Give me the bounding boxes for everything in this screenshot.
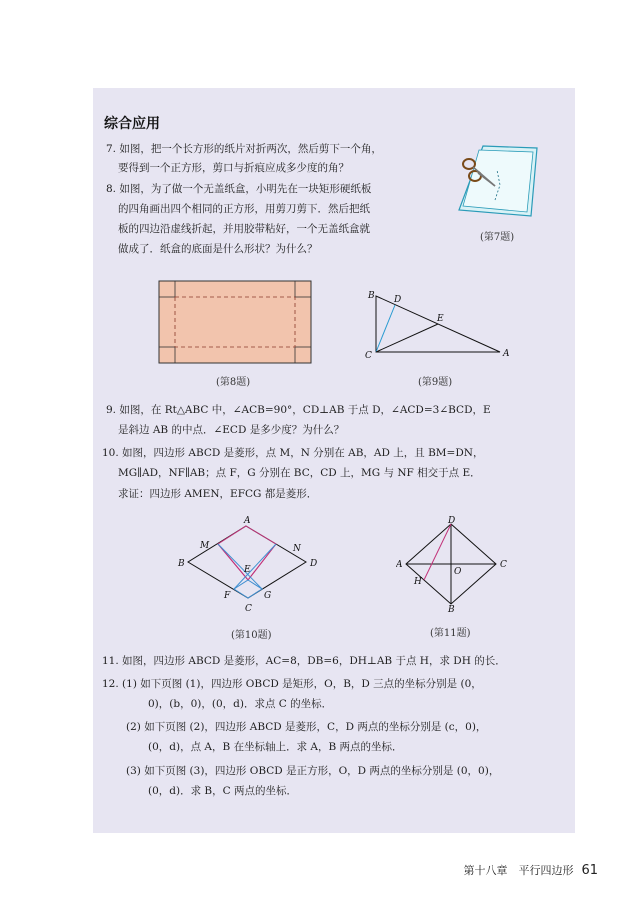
fig11-label-B: B: [448, 605, 455, 612]
figure-11-rhombus: [396, 516, 518, 612]
figure-10-caption: (第10题): [231, 630, 272, 641]
problem-11-line-1: 11. 如图，四边形 ABCD 是菱形，AC=8，DB=6，DH⊥AB 于点 H，求 DH 的长．: [102, 655, 506, 667]
fig10-label-A: A: [244, 516, 251, 526]
section-heading: 综合应用: [104, 116, 160, 132]
problem-12-line-6: (0，d)．求 B，C 两点的坐标．: [148, 785, 298, 797]
fig10-label-G: G: [264, 591, 272, 601]
fig10-label-N: N: [293, 544, 301, 554]
fig9-label-A: A: [503, 349, 510, 359]
problem-12-line-5: (3) 如下页图 (3)，四边形 OBCD 是正方形，O，D 两点的坐标分别是 (0，0)，: [126, 765, 500, 777]
page-number: 61: [581, 863, 598, 878]
problem-8-line-1: 8. 如图，为了做一个无盖纸盒，小明先在一块矩形硬纸板: [106, 183, 372, 195]
figure-10-rhombus: [176, 516, 326, 616]
fig11-label-C: C: [500, 560, 507, 570]
fig10-label-F: F: [224, 591, 231, 601]
fig10-label-D: D: [310, 559, 318, 569]
figure-8-cardboard: [158, 280, 312, 364]
fig9-label-B: B: [368, 291, 375, 301]
fig10-label-M: M: [200, 541, 210, 551]
fig9-label-C: C: [365, 351, 372, 361]
problem-8-line-2: 的四角画出四个相同的正方形，用剪刀剪下．然后把纸: [118, 203, 370, 215]
page-footer: [463, 862, 598, 878]
problem-12-line-4: (0，d)，点 A，B 在坐标轴上．求 A，B 两点的坐标．: [148, 741, 403, 753]
fig9-label-D: D: [394, 295, 402, 305]
figure-9-right-triangle: [362, 288, 522, 368]
problem-9-line-1: 9. 如图，在 Rt△ABC 中，∠ACB=90°，CD⊥AB 于点 D，∠ACD=3∠BCD，E: [106, 404, 491, 416]
problem-12-line-2: 0)，(b，0)，(0，d)．求点 C 的坐标．: [148, 698, 333, 710]
problem-7-line-2: 要得到一个正方形，剪口与折痕应成多少度的角？: [118, 162, 349, 174]
problem-12-line-1: 12. (1) 如下页图 (1)，四边形 OBCD 是矩形，O，B，D 三点的坐标分别是 (0，: [102, 678, 482, 690]
figure-11-caption: (第11题): [430, 628, 471, 639]
fig10-label-B: B: [178, 559, 185, 569]
figure-7-folded-paper: [455, 140, 555, 225]
problem-8-line-4: 做成了．纸盒的底面是什么形状？为什么？: [118, 243, 318, 255]
problem-7-line-1: 7. 如图，把一个长方形的纸片对折两次，然后剪下一个角，: [106, 143, 382, 155]
figure-7-caption: (第7题): [480, 232, 515, 243]
fig10-label-C: C: [245, 604, 252, 614]
fig11-label-A: A: [396, 560, 403, 570]
figure-8-caption: (第8题): [216, 377, 251, 388]
problem-10-line-1: 10. 如图，四边形 ABCD 是菱形，点 M，N 分别在 AB，AD 上，且 BM=DN，: [102, 447, 484, 459]
problem-8-line-3: 板的四边沿虚线折起，并用胶带粘好，一个无盖纸盒就: [118, 223, 370, 235]
problem-9-line-2: 是斜边 AB 的中点．∠ECD 是多少度？为什么？: [118, 424, 345, 436]
fig11-label-H: H: [414, 577, 422, 587]
problem-12-line-3: (2) 如下页图 (2)，四边形 ABCD 是菱形，C，D 两点的坐标分别是 (c，0)，: [126, 721, 487, 733]
fig11-label-D: D: [448, 516, 456, 526]
fig11-label-O: O: [454, 567, 462, 577]
problem-10-line-3: 求证：四边形 AMEN，EFCG 都是菱形．: [118, 488, 318, 500]
fig10-label-E: E: [244, 565, 251, 575]
fig9-label-E: E: [437, 314, 444, 324]
figure-9-caption: (第9题): [418, 377, 453, 388]
problem-10-line-2: MG∥AD，NF∥AB；点 F，G 分别在 BC，CD 上，MG 与 NF 相交于点 E．: [118, 467, 481, 479]
chapter-title: 第十八章 平行四边形: [463, 864, 574, 877]
